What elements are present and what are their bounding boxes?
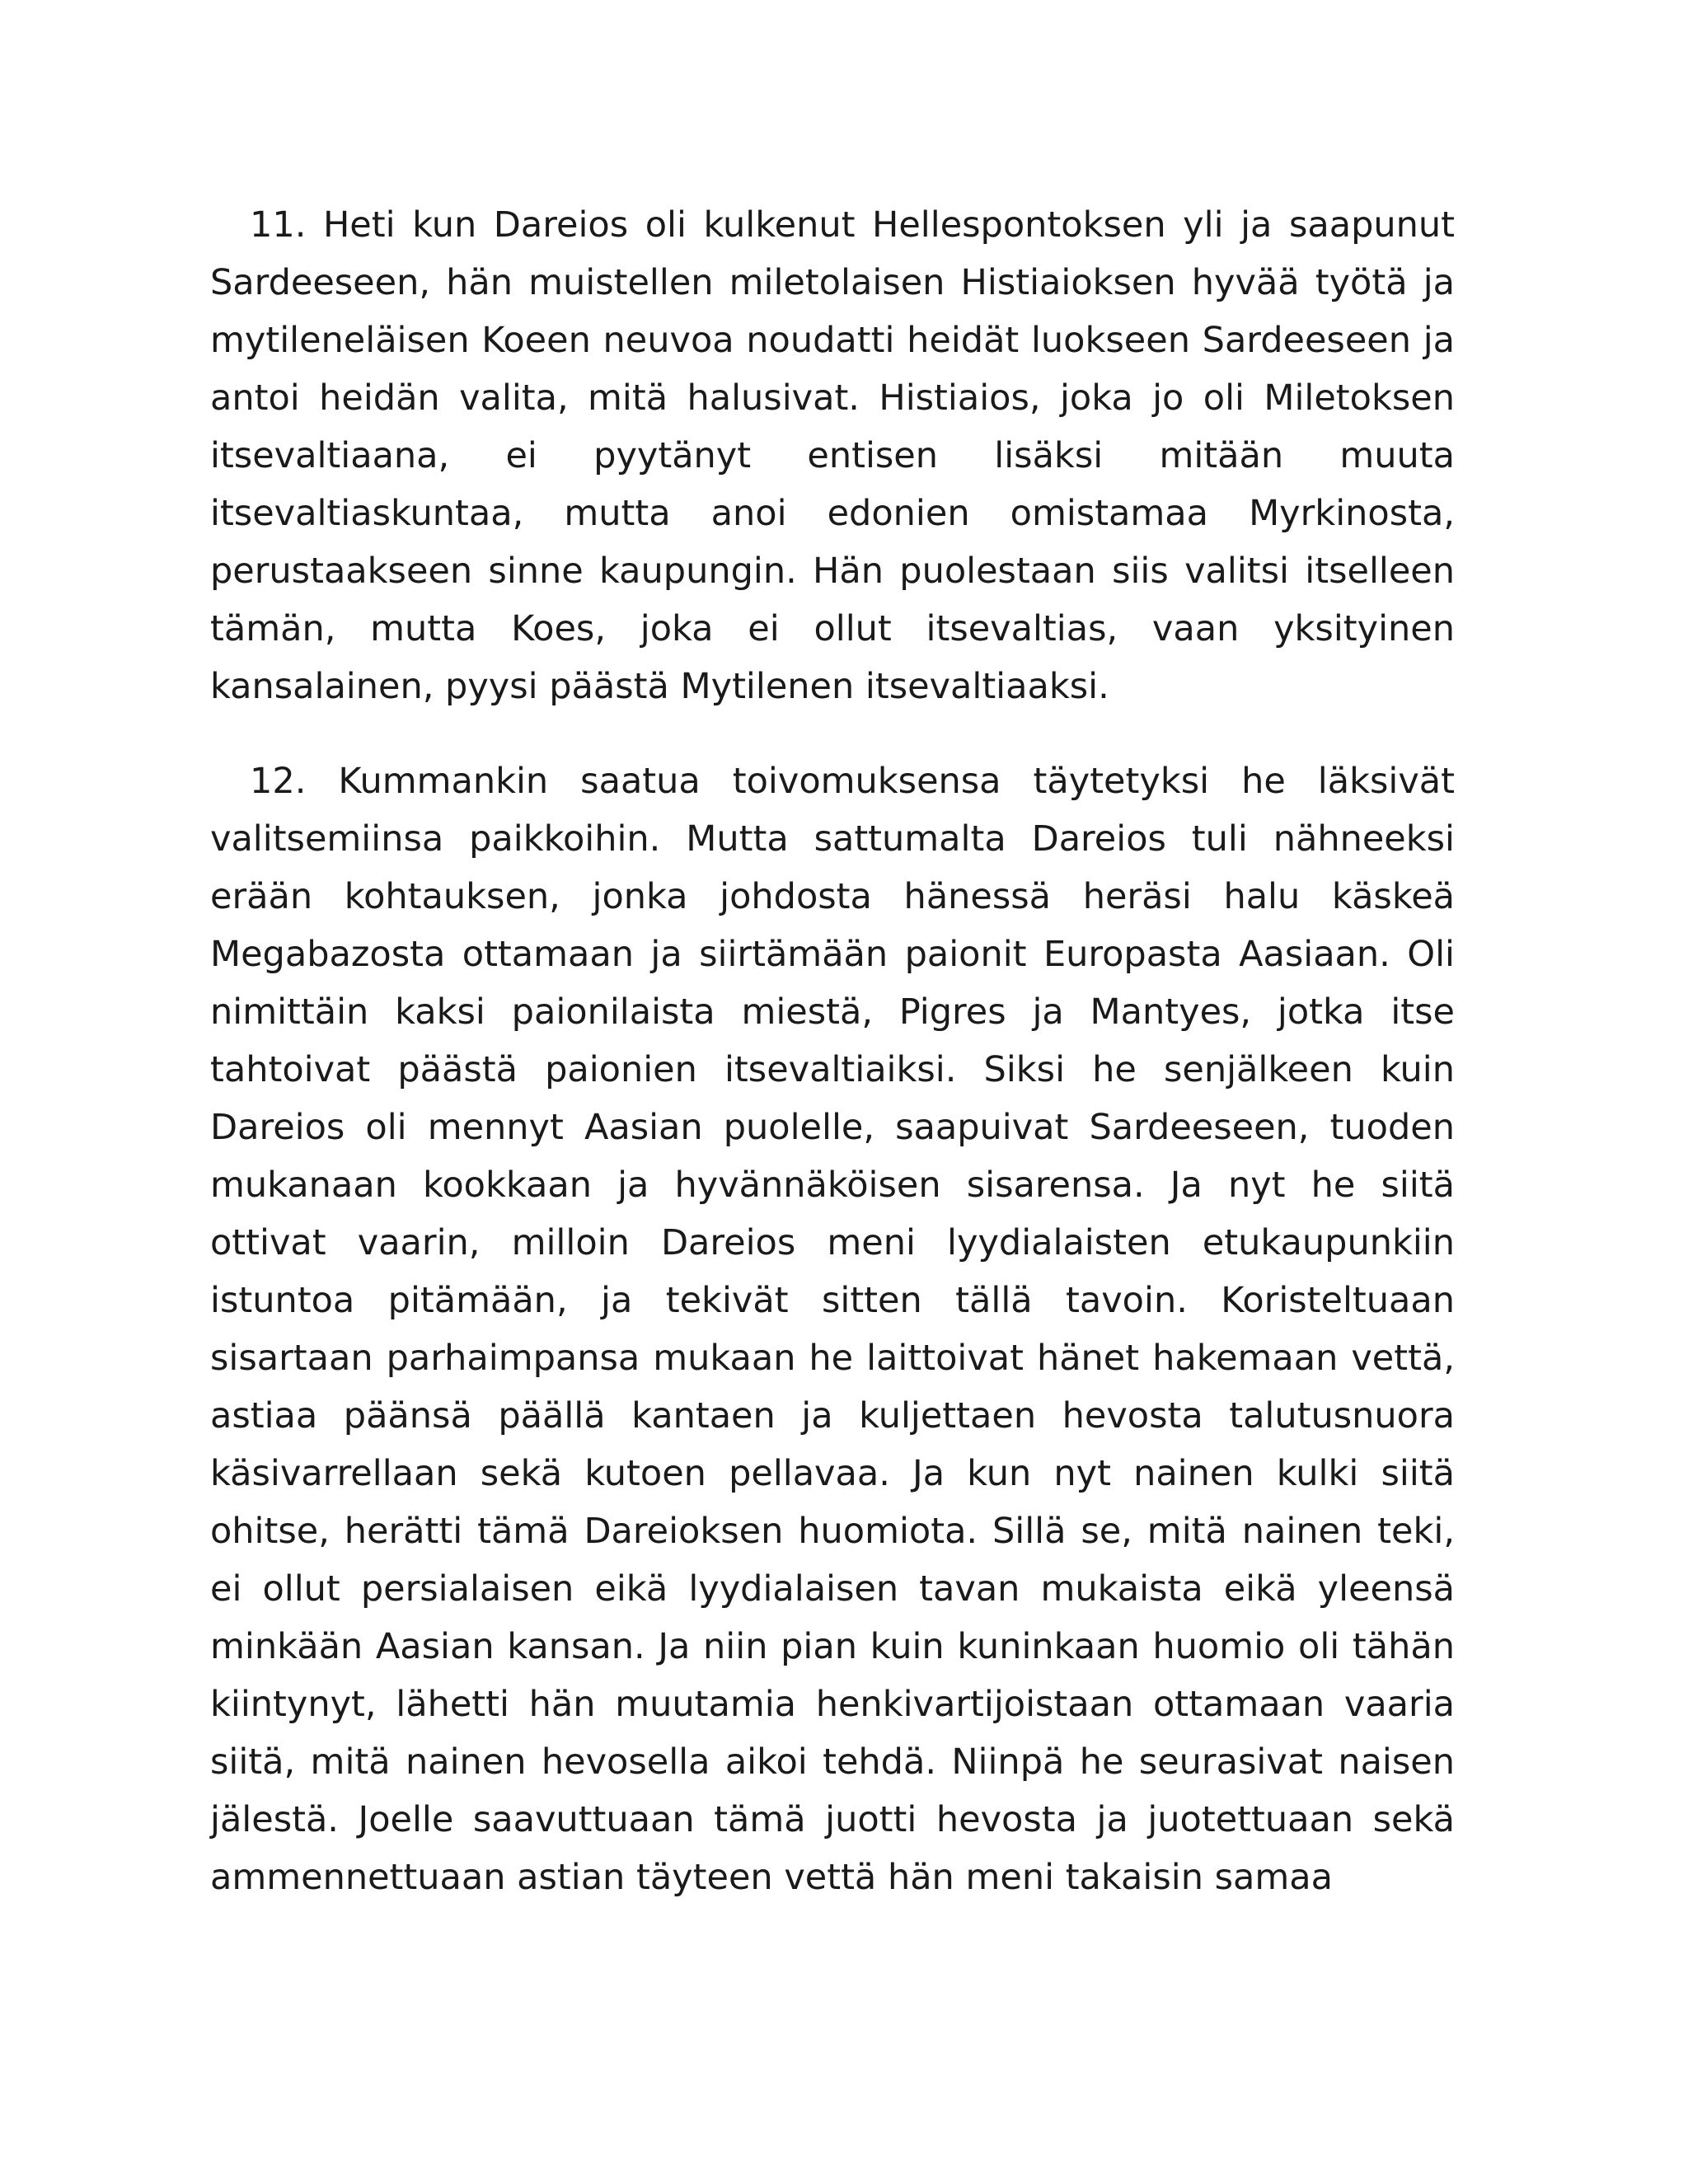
paragraph-12: 12. Kummankin saatua toivomuksensa täytetyksi he läksivät valitsemiinsa paikkoihin. Mutta sattumalta Dareios tuli nähneeksi erään kohtauksen, jonka johdosta hänessä heräsi halu käskeä Megabazosta ottamaan ja siirtämään paionit Europasta Aasiaan. Oli nimittäin kaksi paionilaista miestä, Pigres ja Mantyes, jotka itse tahtoivat päästä paionien itsevaltiaiksi. Siksi he senjälkeen kuin Dareios oli mennyt Aasian puolelle, saapuivat Sardeeseen, tuoden mukanaan kookkaan ja hyvännäköisen sisarensa. Ja nyt he siitä ottivat vaarin, milloin Dareios meni lyydialaisten etukaupunkiin istuntoa pitämään, ja tekivät sitten tällä tavoin. Koristeltuaan sisartaan parhaimpansa mukaan he laittoivat hänet hakemaan vettä, astiaa päänsä päällä kantaen ja kuljettaen hevosta talutusnuora käsivarrellaan sekä kutoen pellavaa. Ja kun nyt nainen kulki siitä ohitse, herätti tämä Dareioksen huomiota. Sillä se, mitä nainen teki, ei ollut persialaisen eikä lyydialaisen tavan mukaista eikä yleensä minkään Aasian kansan. Ja niin pian kuin kuninkaan huomio oli tähän kiintynyt, lähetti hän muutamia henkivartijoistaan ottamaan vaaria siitä, mitä nainen hevosella aikoi tehdä. Niinpä he seurasivat naisen jälestä. Joelle saavuttuaan tämä juotti hevosta ja juotettuaan sekä ammennettuaan astian täyteen vettä hän meni takaisin samaa xyxy=(210,761,1455,1898)
body-text xyxy=(210,196,1455,1906)
paragraph-11: 11. Heti kun Dareios oli kulkenut Hellespontoksen yli ja saapunut Sardeeseen, hän muistellen miletolaisen Histiaioksen hyvää työtä ja mytileneläisen Koeen neuvoa noudatti heidät luokseen Sardeeseen ja antoi heidän valita, mitä halusivat. Histiaios, joka jo oli Miletoksen itsevaltiaana, ei pyytänyt entisen lisäksi mitään muuta itsevaltiaskuntaa, mutta anoi edonien omistamaa Myrkinosta, perustaakseen sinne kaupungin. Hän puolestaan siis valitsi itselleen tämän, mutta Koes, joka ei ollut itsevaltias, vaan yksityinen kansalainen, pyysi päästä Mytilenen itsevaltiaaksi. xyxy=(210,204,1455,707)
